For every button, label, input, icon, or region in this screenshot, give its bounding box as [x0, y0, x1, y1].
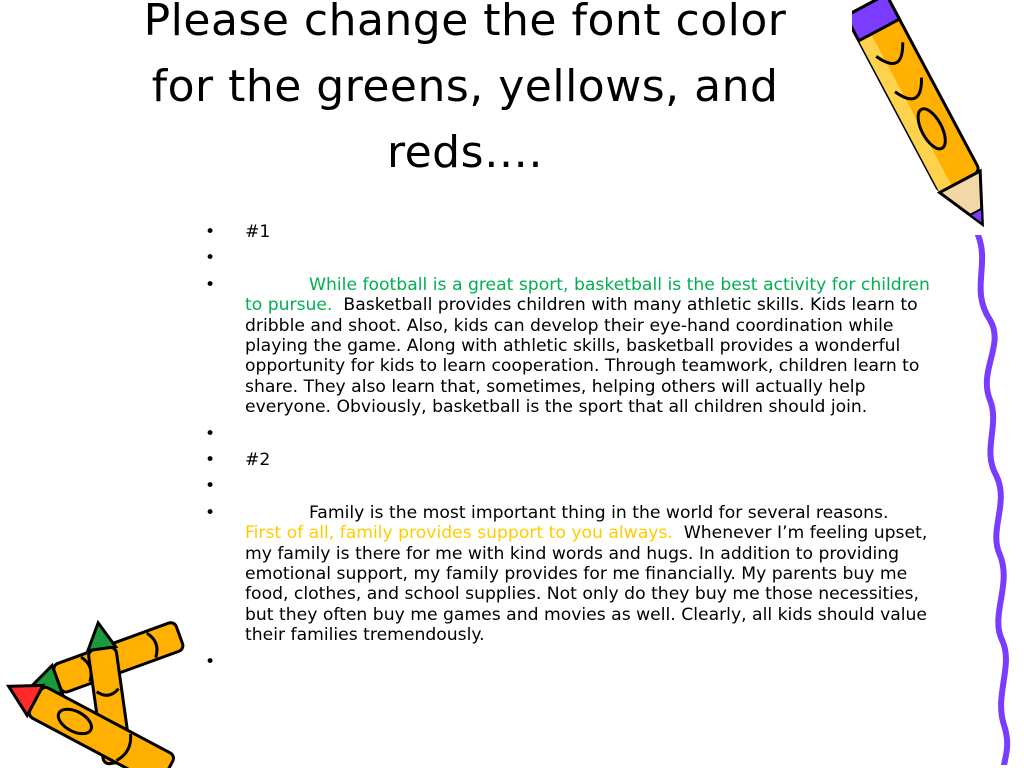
item-heading-2: #2 — [245, 450, 271, 471]
yellow-sentence: First of all, family provides support to you always. — [245, 523, 673, 544]
bullet: • — [205, 248, 216, 269]
list-item-paragraph-1 — [205, 275, 930, 418]
squiggle-line-icon — [960, 235, 1024, 765]
list-item-empty — [205, 652, 930, 672]
list-item-empty — [205, 424, 930, 444]
bullet: • — [205, 651, 216, 672]
crayons-clipart-icon — [0, 610, 210, 768]
item-heading-1: #1 — [245, 222, 271, 242]
bullet-list — [205, 222, 930, 672]
list-item-empty — [205, 476, 930, 496]
paragraph-2-body: Whenever I’m feeling upset, my family is there for me with kind words and hugs. In addition to providing emotional support, my family provides for me financially. My parents buy me food, clothes, and school supplies. Not only do they buy me those necessities, but they often buy me games and movies as well. Clearly, all kids should value their families tremendously. — [245, 523, 928, 646]
list-item — [205, 450, 930, 470]
pencil-clipart-icon — [852, 0, 1002, 245]
slide-title: Please change the font color for the greens, yellows, and reds…. — [143, 0, 787, 178]
bullet: • — [205, 476, 216, 497]
paragraph-1-body: Basketball provides children with many athletic skills. Kids learn to dribble and shoot. Also, kids can develop their eye-hand coordination while playing the game. Along with athletic skills, basketball provides a wonderful opportunity for kids to learn cooperation. Through teamwork, children learn to share. They also learn that, sometimes, helping others will actually help everyone. Obviously, basketball is the sport that all children should join. — [245, 295, 920, 418]
list-item — [205, 222, 930, 242]
bullet: • — [205, 222, 216, 242]
bullet: • — [205, 423, 216, 444]
bullet: • — [205, 274, 216, 295]
list-item-paragraph-2 — [205, 503, 930, 646]
paragraph-2-lead: Family is the most important thing in the world for several reasons. — [309, 502, 889, 523]
bullet: • — [205, 502, 216, 523]
bullet: • — [205, 450, 216, 471]
list-item-empty — [205, 248, 930, 268]
green-sentence: While football is a great sport, basketball is the best activity for children to pursue. — [245, 274, 930, 316]
